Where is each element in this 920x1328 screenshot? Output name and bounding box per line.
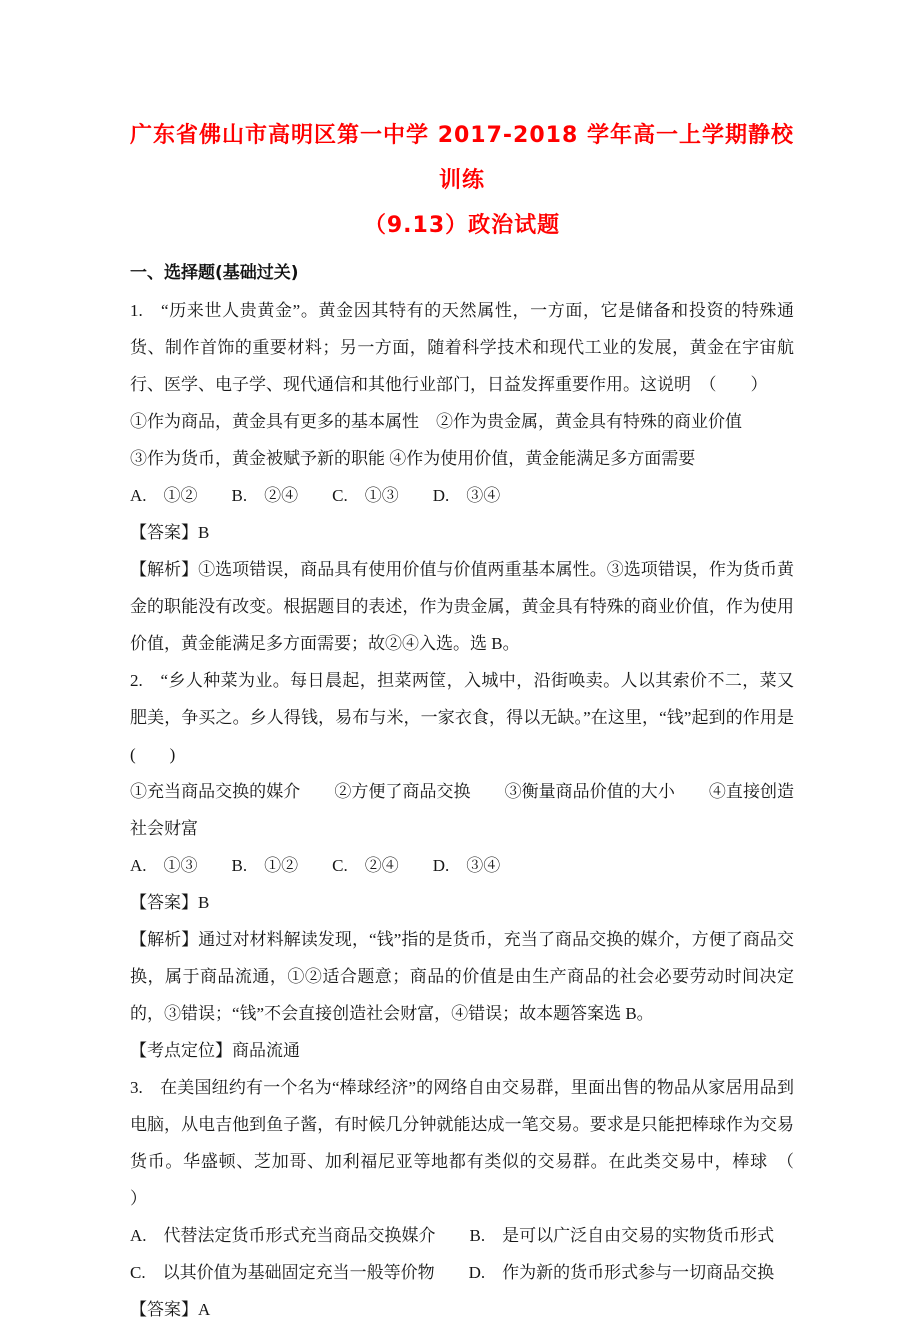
question-2-numbered-options: ①充当商品交换的媒介 ②方便了商品交换 ③衡量商品价值的大小 ④直接创造社会财富 (130, 782, 794, 838)
question-2-stem: 2. “乡人种菜为业。每日晨起，担菜两筐，入城中，沿街唤卖。人以其索价不二，菜又肥美，争买之。乡人得钱，易布与米，一家衣食，得以无缺。”在这里，“钱”起到的作用是( ) (130, 671, 794, 764)
question-3-stem: 3. 在美国纽约有一个名为“棒球经济”的网络自由交易群，里面出售的物品从家居用品到电脑，从电吉他到鱼子酱，有时候几分钟就能达成一笔交易。要求是只能把棒球作为交易货币。华盛顿、芝加哥、加利福尼亚等地都有类似的交易群。在此类交易中，棒球 （ ） (130, 1078, 828, 1208)
question-1-stem: 1. “历来世人贵黄金”。黄金因其特有的天然属性，一方面，它是储备和投资的特殊通货、制作首饰的重要材料；另一方面，随着科学技术和现代工业的发展，黄金在宇宙航行、医学、电子学、现代通信和其他行业部门，日益发挥重要作用。这说明 （ ） (130, 301, 794, 394)
section-heading-multiple-choice: 一、选择题(基础过关) (130, 263, 299, 283)
question-2-answer: 【答案】B (130, 893, 210, 912)
document-title-line1: 广东省佛山市高明区第一中学 2017-2018 学年高一上学期静校训练 (130, 123, 794, 193)
question-3-answer: 【答案】A (130, 1300, 211, 1319)
question-2-choices: A. ①③ B. ①② C. ②④ D. ③④ (130, 856, 501, 875)
question-3-choices-line2: C. 以其价值为基础固定充当一般等价物 D. 作为新的货币形式参与一切商品交换 (130, 1263, 775, 1282)
question-2-exam-point: 【考点定位】商品流通 (130, 1041, 300, 1060)
question-1-answer: 【答案】B (130, 523, 210, 542)
question-2-analysis: 【解析】通过对材料解读发现，“钱”指的是货币，充当了商品交换的媒介，方便了商品交换，属于商品流通，①②适合题意；商品的价值是由生产商品的社会必要劳动时间决定的，③错误；“钱”不会直接创造社会财富，④错误；故本题答案选 B。 (130, 930, 794, 1023)
question-1-choices: A. ①② B. ②④ C. ①③ D. ③④ (130, 486, 501, 505)
document-title (130, 113, 794, 248)
question-1-numbered-options-line1: ①作为商品，黄金具有更多的基本属性 ②作为贵金属，黄金具有特殊的商业价值 (130, 412, 742, 431)
document-title-line2: （9.13）政治试题 (363, 213, 561, 238)
question-1-analysis: 【解析】①选项错误，商品具有使用价值与价值两重基本属性。③选项错误，作为货币黄金的职能没有改变。根据题目的表述，作为贵金属，黄金具有特殊的商业价值，作为使用价值，黄金能满足多方面需要；故②④入选。选 B。 (130, 560, 794, 653)
question-3-choices-line1: A. 代替法定货币形式充当商品交换媒介 B. 是可以广泛自由交易的实物货币形式 (130, 1226, 775, 1245)
question-1-numbered-options-line2: ③作为货币，黄金被赋予新的职能 ④作为使用价值，黄金能满足多方面需要 (130, 449, 696, 468)
